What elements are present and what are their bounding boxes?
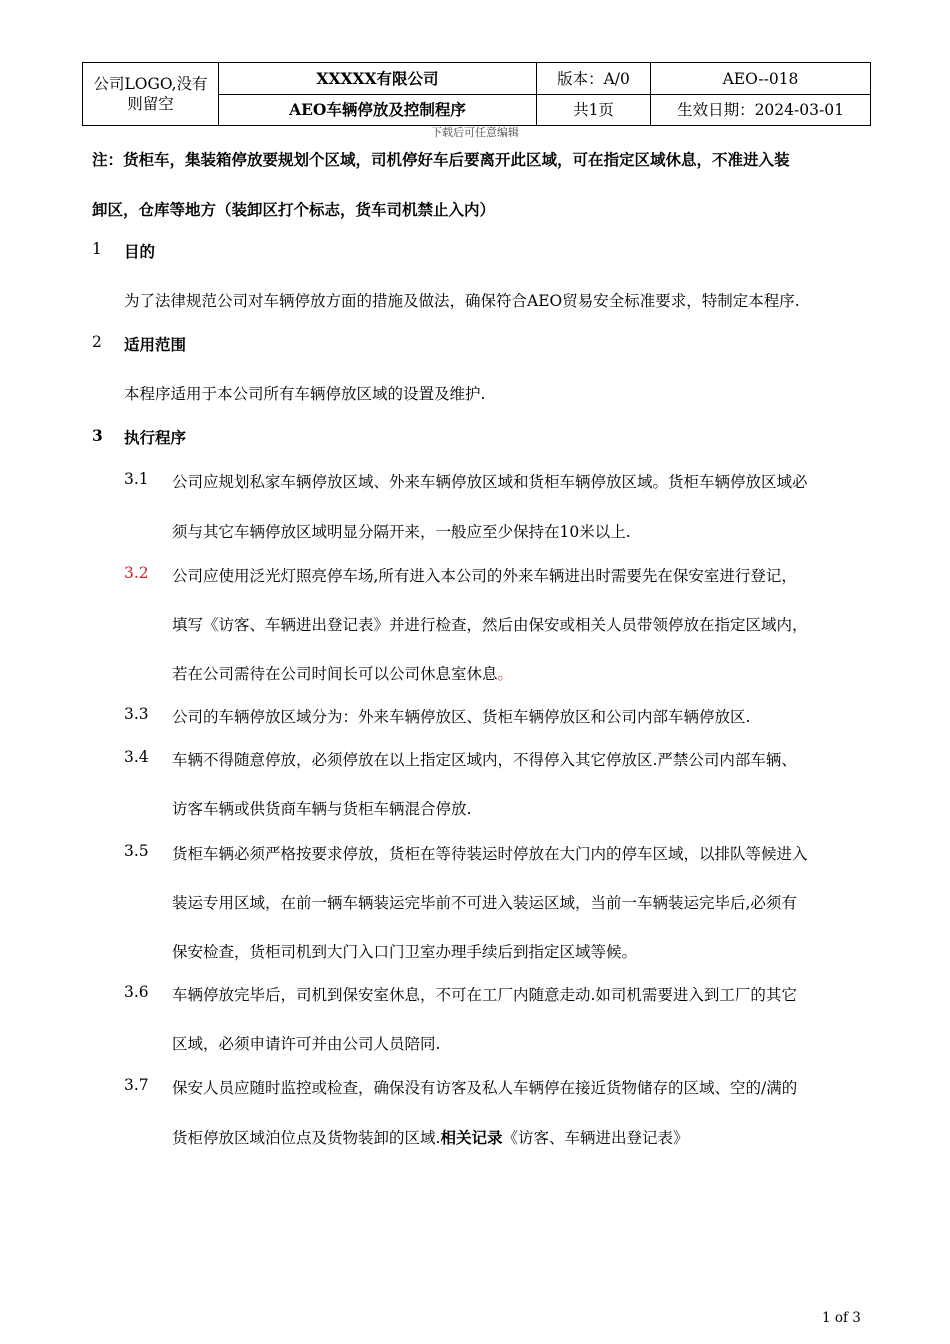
section-2-title: 适用范围 (124, 335, 187, 354)
item-3-4-line-2: 访客车辆或供货商车辆与货柜车辆混合停放. (172, 800, 472, 818)
procedure-title: AEO车辆停放及控制程序 (219, 95, 537, 126)
section-3-title: 执行程序 (124, 428, 187, 447)
document-number: AEO--018 (651, 63, 871, 95)
item-3-3-number: 3.3 (124, 705, 149, 723)
item-3-2-line-3-text: 若在公司需待在公司时间长可以公司休息室休息 (172, 665, 498, 683)
document-header-table (82, 62, 871, 126)
section-1-body: 为了法律规范公司对车辆停放方面的措施及做法，确保符合AEO贸易安全标准要求，特制定本程序. (124, 292, 800, 310)
item-3-5-line-3: 保安检查，货柜司机到大门入口门卫室办理手续后到指定区域等候。 (172, 943, 638, 961)
item-3-1-number: 3.1 (124, 470, 149, 488)
page-number: 1 of 3 (822, 1310, 861, 1326)
item-3-7-number: 3.7 (124, 1076, 149, 1094)
note-line-1: 注：货柜车，集装箱停放要规划个区域，司机停好车后要离开此区域，可在指定区域休息，不准进入装 (92, 150, 790, 169)
section-1-number: 1 (92, 240, 102, 258)
effective-date: 生效日期：2024-03-01 (651, 95, 871, 126)
item-3-4-line-1: 车辆不得随意停放，必须停放在以上指定区域内，不得停入其它停放区.严禁公司内部车辆、 (172, 751, 797, 769)
item-3-1-line-2: 须与其它车辆停放区域明显分隔开来，一般应至少保持在10米以上. (172, 523, 631, 541)
item-3-2-line-3-end: 。 (497, 665, 514, 683)
section-2-number: 2 (92, 333, 102, 351)
related-records-label: 相关记录 (440, 1128, 503, 1147)
item-3-7-line-1: 保安人员应随时监控或检查，确保没有访客及私人车辆停在接近货物储存的区域、空的/满的 (172, 1079, 798, 1097)
item-3-2-line-1: 公司应使用泛光灯照亮停车场,所有进入本公司的外来车辆进出时需要先在保安室进行登记， (172, 567, 797, 585)
section-2-body: 本程序适用于本公司所有车辆停放区域的设置及维护. (124, 385, 486, 403)
page-count: 共1页 (537, 95, 651, 126)
item-3-7-line-2-text: 货柜停放区域泊位点及货物装卸的区域. (172, 1129, 441, 1147)
company-name: XXXXX有限公司 (219, 63, 537, 95)
item-3-4-number: 3.4 (124, 748, 149, 766)
section-3-number: 3 (92, 426, 103, 445)
item-3-1-line-1: 公司应规划私家车辆停放区域、外来车辆停放区域和货柜车辆停放区域。货柜车辆停放区域必 (172, 473, 808, 491)
item-3-3-line-1: 公司的车辆停放区域分为：外来车辆停放区、货柜车辆停放区和公司内部车辆停放区. (172, 708, 751, 726)
item-3-2-line-2: 填写《访客、车辆进出登记表》并进行检查，然后由保安或相关人员带领停放在指定区域内， (172, 616, 808, 634)
section-1-title: 目的 (124, 242, 156, 261)
item-3-6-line-2: 区域，必须申请许可并由公司人员陪同. (172, 1035, 441, 1053)
download-note: 下载后可任意编辑 (431, 126, 519, 139)
item-3-7-line-2 (172, 1126, 688, 1148)
item-3-6-line-1: 车辆停放完毕后，司机到保安室休息，不可在工厂内随意走动.如司机需要进入到工厂的其它 (172, 986, 797, 1004)
item-3-2-line-3 (172, 662, 513, 684)
item-3-5-line-1: 货柜车辆必须严格按要求停放，货柜在等待装运时停放在大门内的停车区域，以排队等候进入 (172, 845, 808, 863)
note-line-2: 卸区，仓库等地方（装卸区打个标志，货车司机禁止入内） (92, 200, 496, 219)
logo-text: 公司LOGO,没有则留空 (93, 75, 208, 113)
item-3-2-number: 3.2 (124, 564, 149, 582)
item-3-6-number: 3.6 (124, 983, 149, 1001)
related-records-form: 《访客、车辆进出登记表》 (502, 1129, 689, 1147)
item-3-5-number: 3.5 (124, 842, 149, 860)
item-3-5-line-2: 装运专用区域，在前一辆车辆装运完毕前不可进入装运区域，当前一车辆装运完毕后,必须有 (172, 894, 797, 912)
version-cell: 版本：A/0 (537, 63, 651, 95)
logo-placeholder (83, 63, 219, 126)
